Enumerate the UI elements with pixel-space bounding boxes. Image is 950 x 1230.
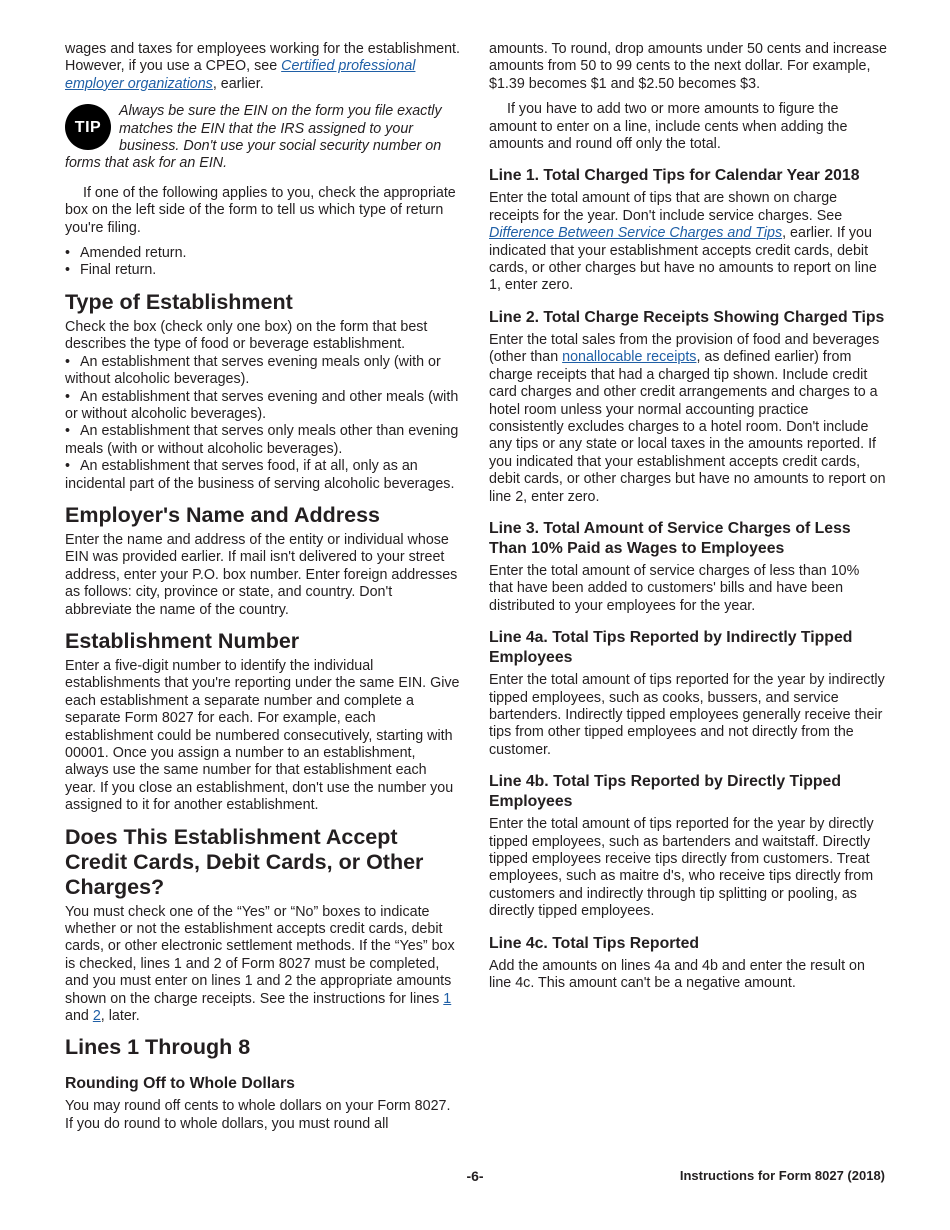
document-title: Instructions for Form 8027 (2018) [679,1168,885,1183]
rounding-total-paragraph: If you have to add two or more amounts to figure the amount to enter on a line, include cents when adding the amounts and round off only the total. [489,101,848,153]
line-4b-paragraph: Enter the total amount of tips reported for the year by directly tipped employees, such as bartenders and waitstaff. Directly tipped employees receive tips directly from customers. Treat employees, such as maitre d's, who receive tips directly from customers and indirectly through tip splitting or pooling, as directly tipped employees. [489,816,874,920]
heading-employer-name: Employer's Name and Address [65,502,380,527]
heading-line-4c: Line 4c. Total Tips Reported [489,934,700,952]
left-column [65,41,460,1141]
list-item: • An establishment that serves evening and other meals (with or without alcoholic beverages). [65,388,459,422]
link-certified-peo[interactable]: Certified professional employer organizations [65,58,416,92]
heading-lines-1-8: Lines 1 Through 8 [65,1035,251,1060]
heading-type-of-establishment: Type of Establishment [65,289,293,314]
heading-line-4b: Line 4b. Total Tips Reported by Directly Tipped Employees [489,773,841,811]
tip-text: Always be sure the EIN on the form you file exactly matches the EIN that the IRS assigned to your business. Don't use your social security number on forms that ask for an EIN. [65,103,442,172]
return-type-paragraph: If one of the following applies to you, check the appropriate box on the left side of the form to tell us which type of return you're filing. [65,184,456,236]
line-1-paragraph: Enter the total amount of tips that are shown on charge receipts for the year. Don't include service charges. See Difference Between Service Charges and Tips, earlier. If you indicated that your establishment accepts credit cards, debit cards, or other charges but have no amounts to report on line 1, enter zero. [489,190,877,294]
line-2-paragraph: Enter the total sales from the provision of food and beverages (other than nonallocable receipts, as defined earlier) from charge receipts that had a charged tip shown. Include credit card charges and other credit arrangements and charges to a hotel room unless your normal accounting practice consistently excludes charges to a hotel room. Don't include any tips or any state or local taxes in the amounts reported. If you indicated that your establishment accepts credit cards, debit cards, or other charges but have no amounts to report on line 2, enter zero. [489,331,886,505]
establishment-type-list [65,354,460,493]
credit-cards-paragraph: You must check one of the “Yes” or “No” boxes to indicate whether or not the establishment accepts credit cards, debit cards, or other electronic settlement methods. If the “Yes” box is checked, lines 1 and 2 of Form 8027 must be completed, and you must enter on lines 1 and 2 the appropriate amounts shown on the charge receipts. See the instructions for lines 1 and 2, later. [65,903,455,1025]
bullet-icon: • [65,458,71,475]
list-item: • An establishment that serves evening meals only (with or without alcoholic beverages). [65,353,441,388]
heading-line-4a: Line 4a. Total Tips Reported by Indirectly Tipped Employees [489,629,853,667]
link-service-charges-and-tips[interactable]: Difference Between Service Charges and Tips [489,225,783,242]
heading-credit-cards: Does This Establishment Accept Credit Cards, Debit Cards, or Other Charges? [65,824,424,899]
employer-name-paragraph: Enter the name and address of the entity or individual whose EIN was provided earlier. If mail isn't delivered to your street address, enter your P.O. box number. Enter foreign addresses as follows: city, province or state, and country. Don't abbreviate the name of the country. [65,531,458,618]
line-4c-paragraph: Add the amounts on lines 4a and 4b and enter the result on line 4c. This amount can't be a negative amount. [489,957,865,992]
line-4a-paragraph: Enter the total amount of tips reported for the year by indirectly tipped employees, such as cooks, bussers, and service bartenders. Indirectly tipped employees generally receive their tips from other tipped employees and not directly from the customer. [489,672,885,758]
establishment-number-paragraph: Enter a five-digit number to identify the individual establishments that you're reporting under the same EIN. Give each establishment a separate number and complete a separate Form 8027 for each. For example, each establishment could be numbered consecutively, starting with 00001. Once you assign a number to an establishment, always use the same number for that establishment each year. If you close an establishment, don't use the number you assigned to it for another establishment. [65,657,460,814]
link-line-1[interactable]: 1 [443,990,452,1007]
type-paragraph: Check the box (check only one box) on the form that best describes the type of food or beverage establishment. [65,318,428,353]
bullet-icon: • [65,245,71,262]
list-item: • Final return. [65,262,157,279]
list-item: • Amended return. [65,245,187,262]
rounding-continued-paragraph: amounts. To round, drop amounts under 50 cents and increase amounts from 50 to 99 cents to the next dollar. For example, $1.39 becomes $1 and $2.50 becomes $3. [489,41,887,92]
return-type-list [65,245,460,280]
bullet-icon: • [65,353,71,370]
page-number: -6- [466,1168,484,1184]
heading-establishment-number: Establishment Number [65,628,300,653]
heading-line-1: Line 1. Total Charged Tips for Calendar Year 2018 [489,167,860,185]
heading-rounding: Rounding Off to Whole Dollars [65,1075,295,1093]
link-nonallocable-receipts[interactable]: nonallocable receipts [562,349,697,366]
line-3-paragraph: Enter the total amount of service charges of less than 10% that have been added to customers' bills and have been distributed to your employees for the year. [489,562,860,614]
link-line-2[interactable]: 2 [92,1008,101,1025]
intro-paragraph: wages and taxes for employees working for the establishment. However, if you use a CPEO, see Certified professional employer organizations, earlier. [65,41,460,92]
list-item: • An establishment that serves food, if at all, only as an incidental part of the business of serving alcoholic beverages. [65,458,455,492]
tip-icon: TIP [65,104,111,150]
rounding-paragraph: You may round off cents to whole dollars on your Form 8027. If you do round to whole dollars, you must round all [65,1098,451,1132]
bullet-icon: • [65,262,71,279]
bullet-icon: • [65,388,71,405]
list-item: • An establishment that serves only meals other than evening meals (with or without alcoholic beverages). [65,423,459,457]
tip-box [65,103,460,173]
heading-line-3: Line 3. Total Amount of Service Charges of Less Than 10% Paid as Wages to Employees [489,519,851,557]
bullet-icon: • [65,423,71,440]
right-column [489,41,887,1000]
heading-line-2: Line 2. Total Charge Receipts Showing Charged Tips [489,308,885,326]
